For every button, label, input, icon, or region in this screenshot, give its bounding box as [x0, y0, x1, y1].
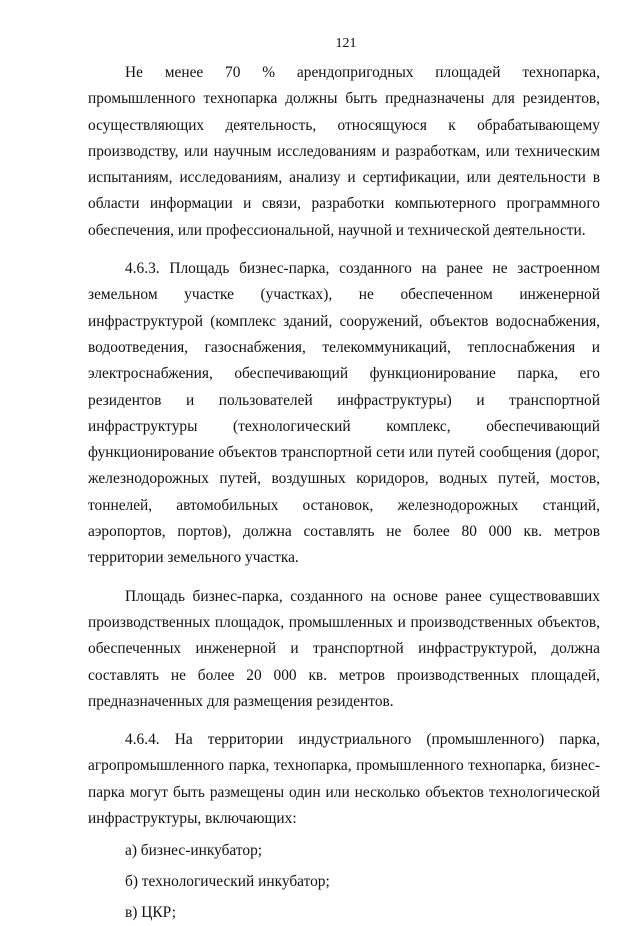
list-item-business-incubator: а) бизнес-инкубатор; [88, 838, 600, 865]
page-number: 121 [26, 36, 640, 52]
infrastructure-list [88, 838, 600, 926]
list-item-tech-incubator: б) технологический инкубатор; [88, 869, 600, 896]
paragraph-4-6-3: 4.6.3. Площадь бизнес-парка, созданного на ранее не застроенном земельном участке (участках), не обеспеченном инженерной инфраструктурой (комплекс зданий, сооружений, объектов водоснабжения, водоотведения, газоснабжения, телекоммуникаций, теплоснабжения и электроснабжения, обеспечивающий функционирование парка, его резидентов и пользователей инфраструктуры) и транспортной инфраструктуры (технологический комплекс, обеспечивающий функционирование объектов транспортной сети или путей сообщения (дорог, железнодорожных путей, воздушных коридоров, водных путей, мостов, тоннелей, автомобильных остановок, железнодорожных станций, аэропортов, портов), должна составлять не более 80 000 кв. метров территории земельного участка. [88, 256, 600, 572]
paragraph-4-6-4: 4.6.4. На территории индустриального (промышленного) парка, агропромышленного парка, технопарка, промышленного технопарка, бизнес-парка могут быть размещены один или несколько объектов технологической инфраструктуры, включающих: [88, 727, 600, 832]
paragraph-business-park-area: Площадь бизнес-парка, созданного на основе ранее существовавших производственных площадок, промышленных и производственных объектов, обеспеченных инженерной и транспортной инфраструктурой, должна составлять не более 20 000 кв. метров производственных площадей, предназначенных для размещения резидентов. [88, 584, 600, 715]
paragraph-technopark-residents: Не менее 70 % арендопригодных площадей технопарка, промышленного технопарка должны быть предназначены для резидентов, осуществляющих деятельность, относящуюся к обрабатывающему производству, или научным исследованиям и разработкам, или техническим испытаниям, исследованиям, анализу и сертификации, или деятельности в области информации и связи, разработки компьютерного программного обеспечения, или профессиональной, научной и технической деятельности. [88, 60, 600, 244]
document-body [88, 60, 600, 926]
list-item-ckr: в) ЦКР; [88, 900, 600, 926]
